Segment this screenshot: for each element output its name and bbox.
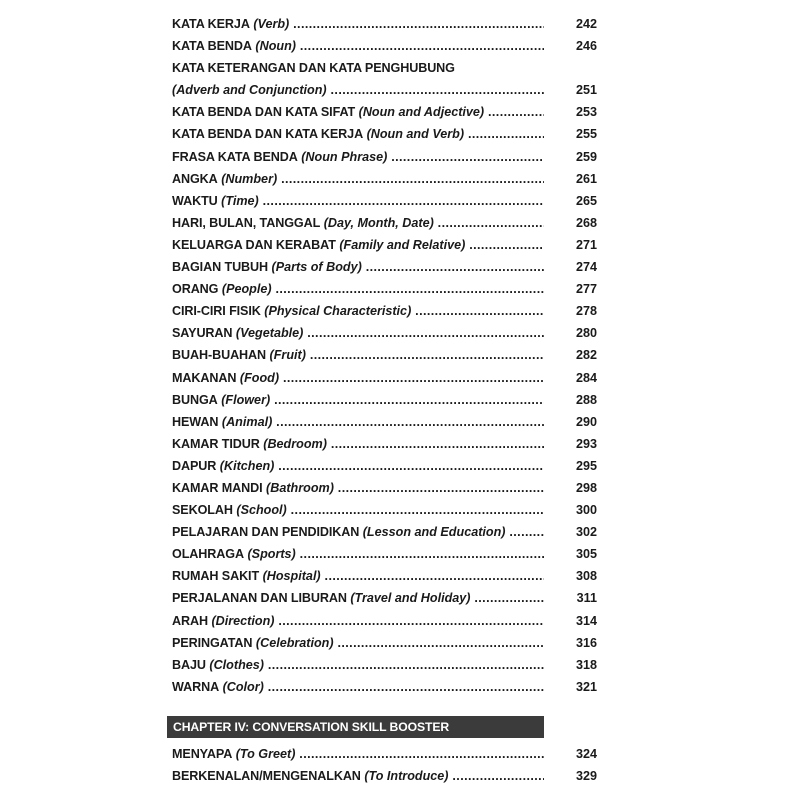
toc-page-number: 305: [575, 547, 597, 562]
toc-page-number: 282: [575, 348, 597, 363]
toc-entry-english: (People): [221, 282, 272, 297]
toc-entry-text: [172, 610, 544, 632]
toc-page-number: 284: [575, 370, 597, 385]
toc-entry-title: KAMAR MANDI: [172, 480, 263, 495]
toc-entry-english: (Bedroom): [263, 436, 327, 451]
toc-entry-title: SAYURAN: [172, 326, 233, 341]
toc-page-number: 253: [575, 105, 597, 120]
toc-entry: [172, 389, 600, 411]
toc-entry-english: (To Greet): [235, 747, 296, 761]
toc-entry-title: HARI, BULAN, TANGGAL: [172, 215, 321, 230]
toc-entry-title: ARAH: [172, 613, 208, 628]
toc-entry: [172, 455, 600, 477]
toc-entry-title: SEKOLAH: [172, 503, 233, 518]
toc-page-number: 314: [575, 613, 597, 628]
table-of-contents: [172, 13, 600, 698]
toc-page-number: 324: [575, 747, 597, 761]
toc-entry: [172, 234, 600, 256]
toc-entry-title: HEWAN: [172, 414, 219, 429]
toc-entry-text: [172, 190, 544, 212]
toc-entry: [172, 101, 600, 123]
toc-entry: [172, 499, 600, 521]
toc-page-number: 251: [575, 83, 597, 98]
toc-entry-title: KATA KERJA: [172, 17, 250, 31]
toc-entry-english: (Bathroom): [266, 480, 334, 495]
toc-page-number: 302: [575, 525, 597, 540]
toc-page-number: 329: [575, 769, 597, 784]
toc-entry: [172, 367, 600, 389]
toc-entry-text: [172, 367, 544, 389]
toc-entry-title: RUMAH SAKIT: [172, 569, 260, 584]
toc-entry: [172, 322, 600, 344]
toc-entry-title: KELUARGA DAN KERABAT: [172, 237, 336, 252]
toc-entry-title: OLAHRAGA: [172, 547, 244, 562]
toc-entry: [172, 123, 600, 145]
toc-page-number: 290: [575, 414, 597, 429]
toc-entry-text: [172, 433, 544, 455]
toc-entry-title: MENYAPA: [172, 747, 233, 761]
toc-entry-text: [172, 565, 544, 587]
toc-entry-english: (Vegetable): [235, 326, 304, 341]
toc-entry-text: [172, 543, 544, 565]
toc-entry-english: (To Introduce): [364, 769, 449, 784]
toc-entry-text: [172, 676, 544, 698]
toc-entry-text: [172, 101, 544, 123]
toc-page-number: 311: [576, 591, 597, 606]
toc-entry-title: WAKTU: [172, 193, 218, 208]
toc-entry-text: [172, 389, 544, 411]
toc-entry: [172, 565, 600, 587]
toc-entry-title: CIRI-CIRI FISIK: [172, 304, 261, 319]
toc-entry-text: [172, 344, 544, 366]
toc-entry-english: (Travel and Holiday): [350, 591, 471, 606]
chapter-heading: CHAPTER IV: CONVERSATION SKILL BOOSTER: [167, 716, 544, 738]
toc-entry-text: [172, 123, 544, 145]
toc-page-number: 259: [575, 149, 597, 164]
toc-entry: [172, 212, 600, 234]
toc-entry-english: (Adverb and Conjunction): [172, 83, 327, 98]
toc-entry: [172, 610, 600, 632]
toc-entry: [172, 57, 600, 79]
toc-entry: [172, 278, 600, 300]
toc-entry-text: [172, 499, 544, 521]
toc-page-number: 265: [575, 193, 597, 208]
toc-entry: [172, 35, 600, 57]
toc-entry-english: (Food): [239, 370, 280, 385]
toc-entry-english: (School): [236, 503, 287, 518]
toc-entry-text: [172, 632, 544, 654]
toc-entry: [172, 521, 600, 543]
toc-entry-text: [172, 146, 544, 168]
toc-entry-text: [172, 521, 544, 543]
toc-entry-english: (Clothes): [209, 657, 264, 672]
toc-entry-english: (Noun and Adjective): [358, 105, 485, 120]
toc-entry-english: (Physical Characteristic): [264, 304, 412, 319]
toc-entry-text: [172, 765, 544, 787]
toc-entry-english: (Flower): [221, 392, 271, 407]
toc-entry-text: [172, 300, 544, 322]
toc-page-number: 288: [575, 392, 597, 407]
toc-entry-english: (Hospital): [262, 569, 321, 584]
toc-entry-title: BAGIAN TUBUH: [172, 260, 269, 275]
toc-entry: [172, 543, 600, 565]
toc-entry: [172, 676, 600, 698]
toc-entry-title: KATA KETERANGAN DAN KATA PENGHUBUNG: [172, 61, 455, 76]
toc-entry-title: ANGKA: [172, 171, 218, 186]
toc-entry-text: [172, 411, 544, 433]
toc-entry-text: [172, 168, 544, 190]
toc-entry-text: [172, 322, 544, 344]
toc-entry-text: [172, 13, 544, 35]
toc-entry-title: KAMAR TIDUR: [172, 436, 260, 451]
toc-entry-title: WARNA: [172, 679, 220, 694]
toc-entry: [172, 344, 600, 366]
toc-entry-title: PERINGATAN: [172, 635, 253, 650]
toc-entry-text: [172, 743, 544, 765]
toc-entry: [172, 146, 600, 168]
toc-page-number: 308: [575, 569, 597, 584]
toc-page-number: 280: [575, 326, 597, 341]
toc-entry-title: KATA BENDA DAN KATA KERJA: [172, 127, 364, 142]
toc-entry-text: [172, 212, 544, 234]
toc-page-number: 321: [575, 679, 597, 694]
toc-entry-text: [172, 234, 544, 256]
toc-entry-title: KATA BENDA DAN KATA SIFAT: [172, 105, 356, 120]
toc-entry-english: (Color): [222, 679, 264, 694]
toc-page-number: 316: [575, 635, 597, 650]
toc-entry-english: (Noun): [255, 39, 296, 54]
toc-entry-text: [172, 35, 544, 57]
toc-entry-title: KATA BENDA: [172, 39, 252, 54]
toc-page-number: 274: [575, 260, 597, 275]
toc-entry-english: (Celebration): [255, 635, 334, 650]
toc-entry: [172, 587, 600, 609]
toc-entry-english: (Noun Phrase): [301, 149, 388, 164]
toc-entry-english: (Verb): [253, 17, 290, 31]
toc-entry-english: (Time): [221, 193, 259, 208]
toc-entry: [172, 743, 600, 765]
toc-entry: [172, 190, 600, 212]
toc-entry-text: [172, 477, 544, 499]
toc-entry-english: (Family and Relative): [339, 237, 466, 252]
toc-page-number: 293: [575, 436, 597, 451]
toc-entry-title: BERKENALAN/MENGENALKAN: [172, 769, 361, 784]
toc-page-number: 261: [575, 171, 597, 186]
chapter-table-of-contents: [172, 743, 600, 787]
toc-entry-text: [172, 654, 544, 676]
toc-page-number: 278: [575, 304, 597, 319]
toc-entry-english: (Parts of Body): [271, 260, 362, 275]
toc-entry-title: BUNGA: [172, 392, 218, 407]
toc-entry-text: [172, 455, 544, 477]
toc-entry: [172, 765, 600, 787]
toc-entry-title: BUAH-BUAHAN: [172, 348, 267, 363]
toc-page-number: 242: [575, 17, 597, 31]
toc-entry-english: (Noun and Verb): [366, 127, 465, 142]
toc-entry-english: (Sports): [247, 547, 296, 562]
toc-page-number: 268: [575, 215, 597, 230]
toc-entry: [172, 168, 600, 190]
toc-entry-title: PERJALANAN DAN LIBURAN: [172, 591, 347, 606]
toc-page-number: 246: [575, 39, 597, 54]
toc-entry-title: FRASA KATA BENDA: [172, 149, 298, 164]
toc-entry-text: [172, 256, 544, 278]
toc-entry: [172, 256, 600, 278]
toc-entry-english: (Kitchen): [219, 458, 275, 473]
toc-entry-english: (Day, Month, Date): [323, 215, 434, 230]
toc-entry-title: BAJU: [172, 657, 206, 672]
toc-entry-english: (Direction): [211, 613, 275, 628]
toc-entry-title: PELAJARAN DAN PENDIDIKAN: [172, 525, 360, 540]
toc-page-number: 255: [575, 127, 597, 142]
toc-entry: [172, 411, 600, 433]
toc-entry-text: [172, 79, 544, 101]
toc-entry-english: (Fruit): [269, 348, 306, 363]
toc-entry-text: [172, 278, 544, 300]
toc-entry-text: [172, 587, 544, 609]
toc-entry: [172, 300, 600, 322]
toc-entry: [172, 13, 600, 35]
toc-entry: [172, 654, 600, 676]
toc-entry: [172, 433, 600, 455]
toc-page-number: 298: [575, 480, 597, 495]
toc-entry: [172, 632, 600, 654]
toc-entry-english: (Number): [221, 171, 278, 186]
toc-entry-english: (Animal): [221, 414, 273, 429]
toc-page-number: 300: [575, 503, 597, 518]
toc-entry-text: [172, 57, 544, 79]
toc-entry-english: (Lesson and Education): [362, 525, 506, 540]
toc-entry-title: DAPUR: [172, 458, 217, 473]
toc-page-number: 318: [575, 657, 597, 672]
toc-page-number: 295: [575, 458, 597, 473]
toc-entry-title: MAKANAN: [172, 370, 237, 385]
toc-entry: [172, 79, 600, 101]
toc-entry-title: ORANG: [172, 282, 219, 297]
toc-page-number: 271: [575, 237, 597, 252]
toc-entry: [172, 477, 600, 499]
toc-page-number: 277: [575, 282, 597, 297]
